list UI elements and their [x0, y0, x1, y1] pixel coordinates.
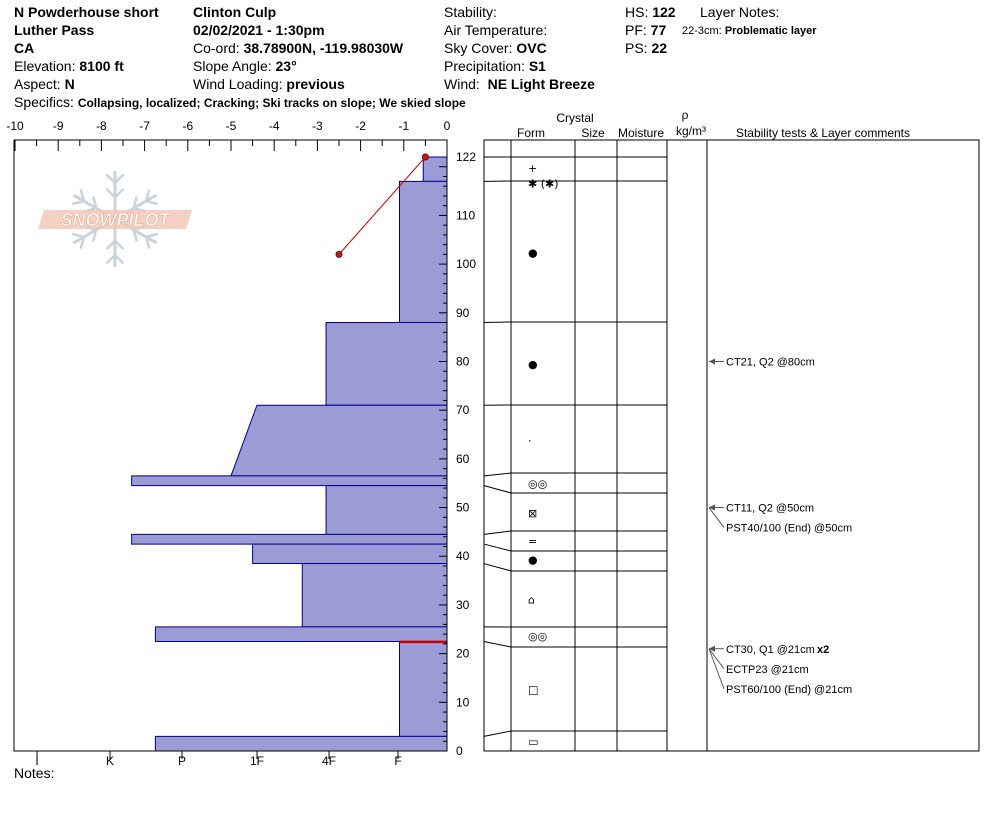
slope-value: 23°: [275, 58, 297, 74]
hardness-layer: [155, 627, 447, 642]
test-arrow: [709, 508, 724, 528]
depth-tick-label: 30: [456, 597, 470, 612]
temp-tick-label: -2: [355, 119, 366, 133]
sky-value: OVC: [516, 40, 547, 56]
depth-tick-label: 50: [456, 500, 470, 515]
temp-tick-label: -5: [225, 119, 237, 133]
crystal-form-symbol: ✱ (✱): [528, 177, 559, 191]
depth-tick-label: 0: [456, 744, 463, 758]
depth-tick-label: 80: [456, 354, 470, 369]
hardness-tick-label: 4F: [321, 754, 337, 768]
logo-text: SNOWPILOT: [60, 210, 170, 230]
depth-tick-label: 20: [456, 646, 470, 661]
test-arrow: [709, 649, 724, 689]
hardness-layer: [155, 736, 447, 751]
column-header: ρ: [681, 108, 689, 122]
ps-value: 22: [651, 40, 668, 56]
stability-test-label: CT11, Q2 @50cm: [726, 502, 814, 515]
hardness-layer: [132, 534, 447, 544]
elevation-label: Elevation:: [14, 58, 76, 74]
crystal-form-symbol: ●: [528, 246, 538, 260]
hardness-layer: [399, 181, 447, 322]
crystal-form-symbol: ·: [528, 434, 532, 448]
snowflake-branch: [72, 201, 84, 204]
stability-test-label: PST60/100 (End) @21cm: [726, 683, 853, 696]
pf-value: 77: [650, 22, 667, 38]
precip-label: Precipitation:: [444, 58, 525, 74]
depth-tick-label: 90: [456, 305, 470, 320]
layer-connector: [484, 544, 511, 551]
stability-label: Stability:: [444, 4, 497, 20]
stability-test-label: CT21, Q2 @80cm: [726, 356, 815, 369]
observer-name: Clinton Culp: [193, 4, 277, 20]
specifics-value: Collapsing, localized; Cracking; Ski tracks on slope; We skied slope: [77, 96, 466, 110]
crystal-form-symbol: ●: [528, 357, 538, 371]
hs-value: 122: [652, 4, 676, 20]
coord-label: Co-ord:: [193, 40, 240, 56]
wind-label: Wind:: [444, 76, 480, 92]
stability-test-label: ECTP23 @21cm: [726, 663, 809, 676]
test-arrowhead: [709, 505, 715, 511]
stability-test-label: CT30, Q1 @21cm: [726, 643, 815, 656]
depth-tick-label: 60: [456, 451, 470, 466]
hs-label: HS:: [625, 4, 649, 20]
sky-label: Sky Cover:: [444, 40, 513, 56]
aspect-label: Aspect:: [14, 76, 61, 92]
test-arrowhead: [709, 358, 715, 364]
pf-label: PF:: [625, 22, 647, 38]
temp-point: [336, 251, 342, 257]
table-frame: [484, 140, 979, 751]
snowflake-branch: [146, 234, 158, 237]
crystal-form-symbol: +: [528, 162, 538, 176]
wind-loading-label: Wind Loading:: [193, 76, 283, 92]
hardness-layer: [231, 405, 447, 476]
hardness-tick-label: F: [394, 754, 402, 768]
observation-datetime: 02/02/2021 - 1:30pm: [193, 22, 325, 38]
temp-point: [422, 154, 428, 160]
snowflake-branch: [146, 201, 158, 204]
precip-value: S1: [528, 58, 546, 74]
depth-tick-label: 100: [456, 257, 477, 272]
crystal-form-symbol: ⌂: [528, 593, 535, 607]
crystal-form-symbol: ▭: [528, 735, 539, 749]
column-header: Crystal: [556, 111, 594, 125]
hardness-layer: [326, 486, 447, 535]
temp-tick-label: -9: [52, 119, 64, 133]
depth-tick-label: 10: [456, 695, 470, 710]
layer-connector: [484, 473, 511, 476]
layer-connector: [484, 486, 511, 493]
depth-tick-label: 40: [456, 549, 470, 564]
column-header: Moisture: [617, 126, 665, 140]
test-arrow: [709, 649, 724, 669]
snowpilot-logo: [38, 171, 192, 267]
temp-tick-label: -1: [398, 119, 410, 133]
stability-test-label: PST40/100 (End) @50cm: [726, 522, 853, 535]
elevation-value: 8100 ft: [79, 58, 124, 74]
air-temp-label: Air Temperature:: [444, 22, 548, 38]
temp-tick-label: -6: [182, 119, 194, 133]
layer-connector: [484, 531, 511, 534]
location-name: N Powderhouse short: [14, 4, 159, 20]
snowflake-branch: [72, 234, 84, 237]
hardness-layer: [326, 323, 447, 406]
crystal-form-symbol: ◎◎: [528, 477, 548, 491]
wind-loading-value: previous: [286, 76, 345, 92]
hardness-layer: [132, 476, 447, 486]
column-header: kg/m³: [676, 124, 706, 138]
pass-name: Luther Pass: [14, 22, 95, 38]
layer-note-text: Problematic layer: [724, 25, 817, 37]
hardness-layer: [399, 641, 447, 736]
hardness-tick-label: P: [177, 754, 187, 768]
hardness-layer: [253, 544, 447, 563]
layer-notes-label: Layer Notes:: [700, 4, 780, 20]
column-header: Size: [581, 126, 605, 140]
hardness-tick-label: 1F: [249, 754, 265, 768]
column-header: Stability tests & Layer comments: [735, 126, 911, 140]
layer-connector: [484, 564, 511, 571]
temp-tick-label: 0: [443, 119, 451, 133]
temp-tick-label: -10: [6, 119, 24, 133]
crystal-form-symbol: □: [528, 683, 539, 697]
hardness-layers: [132, 157, 447, 751]
notes-label: Notes:: [14, 765, 55, 781]
crystal-form-symbol: ⊠: [528, 506, 538, 520]
test-multiplier: x2: [817, 643, 830, 656]
layer-connector: [484, 322, 511, 323]
crystal-form-symbol: =: [528, 535, 538, 549]
crystal-form-symbol: ◎◎: [528, 630, 548, 644]
layer-note-range: 22-3cm:: [682, 25, 722, 37]
temp-tick-label: -8: [96, 119, 107, 133]
ps-label: PS:: [625, 40, 648, 56]
hardness-tick-label: K: [105, 754, 115, 768]
layer-connector: [484, 731, 511, 736]
coord-value: 38.78900N, -119.98030W: [243, 40, 404, 56]
slope-label: Slope Angle:: [193, 58, 272, 74]
hardness-tick-label: I: [35, 754, 39, 768]
temp-tick-label: -3: [312, 119, 323, 133]
depth-tick-label: 122: [456, 150, 477, 164]
aspect-value: N: [64, 76, 75, 92]
temp-tick-label: -4: [268, 119, 280, 133]
state-name: CA: [14, 40, 35, 56]
temp-tick-label: -7: [139, 119, 150, 133]
specifics-label: Specifics:: [14, 94, 74, 110]
stability-tests: [709, 356, 852, 695]
hardness-layer: [302, 564, 447, 627]
wind-value: NE Light Breeze: [487, 76, 595, 92]
layer-connector: [484, 641, 511, 647]
column-header: Form: [517, 126, 545, 140]
crystal-form-symbol: ●: [528, 553, 538, 567]
depth-tick-label: 110: [456, 208, 476, 223]
hardness-layer: [423, 157, 447, 181]
depth-tick-label: 70: [456, 403, 470, 418]
